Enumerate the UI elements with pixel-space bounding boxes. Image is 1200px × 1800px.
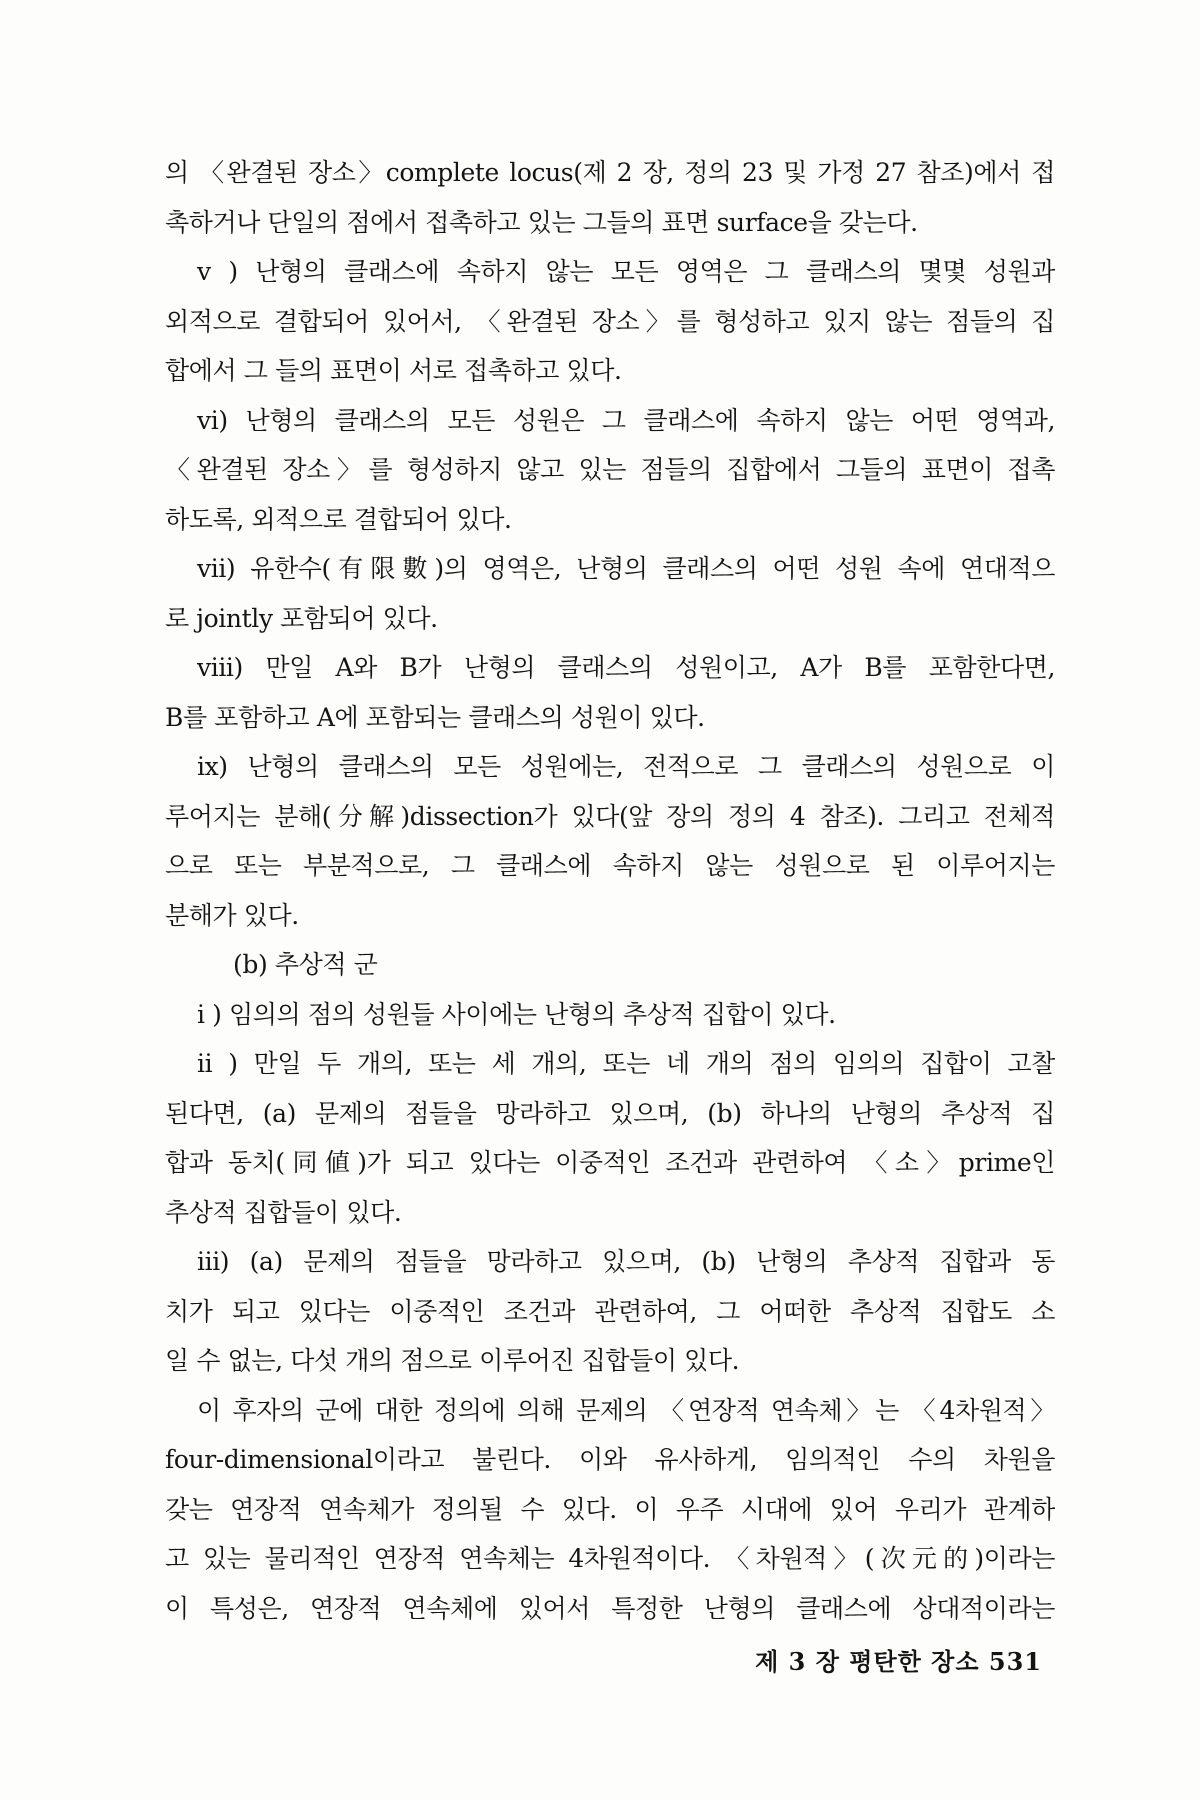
text-line: 촉하거나 단일의 점에서 접촉하고 있는 그들의 표면 surface을 갖는다. (165, 207, 918, 237)
text-line: 〈완결된 장소〉를 형성하지 않고 있는 점들의 집합에서 그들의 표면이 접촉 (165, 455, 1055, 484)
text-line: four-dimensional이라고 불린다. 이와 유사하게, 임의적인 수의 차원을 (165, 1445, 1055, 1474)
running-footer-page-number: 제 3 장 평탄한 장소 531 (755, 1647, 1042, 1676)
text-line: 이 특성은, 연장적 연속체에 있어서 특정한 난형의 클래스에 상대적이라는 (165, 1593, 1055, 1623)
text-line: 의 〈완결된 장소〉complete locus(제 2 장, 정의 23 및 가정 27 참조)에서 접 (165, 158, 1055, 187)
text-line: 로 jointly 포함되어 있다. (165, 603, 438, 633)
text-line: ii ) 만일 두 개의, 또는 세 개의, 또는 네 개의 점의 임의의 집합이 고찰 (197, 1049, 1055, 1078)
text-line: i ) 임의의 점의 성원들 사이에는 난형의 추상적 집합이 있다. (197, 999, 836, 1029)
text-line: B를 포함하고 A에 포함되는 클래스의 성원이 있다. (165, 702, 705, 732)
text-line: vi) 난형의 클래스의 모든 성원은 그 클래스에 속하지 않는 어떤 영역과, (197, 405, 1055, 435)
text-line: 일 수 없는, 다섯 개의 점으로 이루어진 집합들이 있다. (165, 1346, 740, 1375)
text-line: 치가 되고 있다는 이중적인 조건과 관련하여, 그 어떠한 추상적 집합도 소 (165, 1296, 1055, 1326)
text-line: 이 후자의 군에 대한 정의에 의해 문제의 〈연장적 연속체〉는 〈4차원적〉 (197, 1395, 1055, 1425)
text-line: vii) 유한수(有限數)의 영역은, 난형의 클래스의 어떤 성원 속에 연대적으 (197, 554, 1055, 583)
text-line: 추상적 집합들이 있다. (165, 1197, 402, 1227)
text-line: 루어지는 분해(分解)dissection가 있다(앞 장의 정의 4 참조). 그리고 전체적 (165, 801, 1055, 831)
text-line: viii) 만일 A와 B가 난형의 클래스의 성원이고, A가 B를 포함한다면, (197, 653, 1055, 682)
body-text (165, 148, 1055, 1633)
text-line: 갖는 연장적 연속체가 정의될 수 있다. 이 우주 시대에 있어 우리가 관계하 (165, 1494, 1055, 1524)
text-line: 분해가 있다. (165, 900, 299, 930)
text-line: ix) 난형의 클래스의 모든 성원에는, 전적으로 그 클래스의 성원으로 이 (197, 752, 1055, 781)
text-line: 합에서 그 들의 표면이 서로 접촉하고 있다. (165, 356, 622, 385)
text-line: v ) 난형의 클래스에 속하지 않는 모든 영역은 그 클래스의 몇몇 성원과 (197, 257, 1055, 286)
text-line: 외적으로 결합되어 있어서, 〈완결된 장소〉를 형성하고 있지 않는 점들의 집 (165, 306, 1055, 336)
text-line: 하도록, 외적으로 결합되어 있다. (165, 504, 512, 534)
text-line: 합과 동치(同値)가 되고 있다는 이중적인 조건과 관련하여 〈소〉prime인 (165, 1148, 1055, 1177)
text-line: 으로 또는 부분적으로, 그 클래스에 속하지 않는 성원으로 된 이루어지는 (165, 851, 1055, 880)
text-line: 된다면, (a) 문제의 점들을 망라하고 있으며, (b) 하나의 난형의 추상적 집 (165, 1098, 1055, 1128)
text-line: 고 있는 물리적인 연장적 연속체는 4차원적이다. 〈차원적〉(次元的)이라는 (165, 1544, 1055, 1573)
text-line: iii) (a) 문제의 점들을 망라하고 있으며, (b) 난형의 추상적 집합과 동 (197, 1247, 1055, 1276)
section-heading: (b) 추상적 군 (233, 950, 378, 979)
